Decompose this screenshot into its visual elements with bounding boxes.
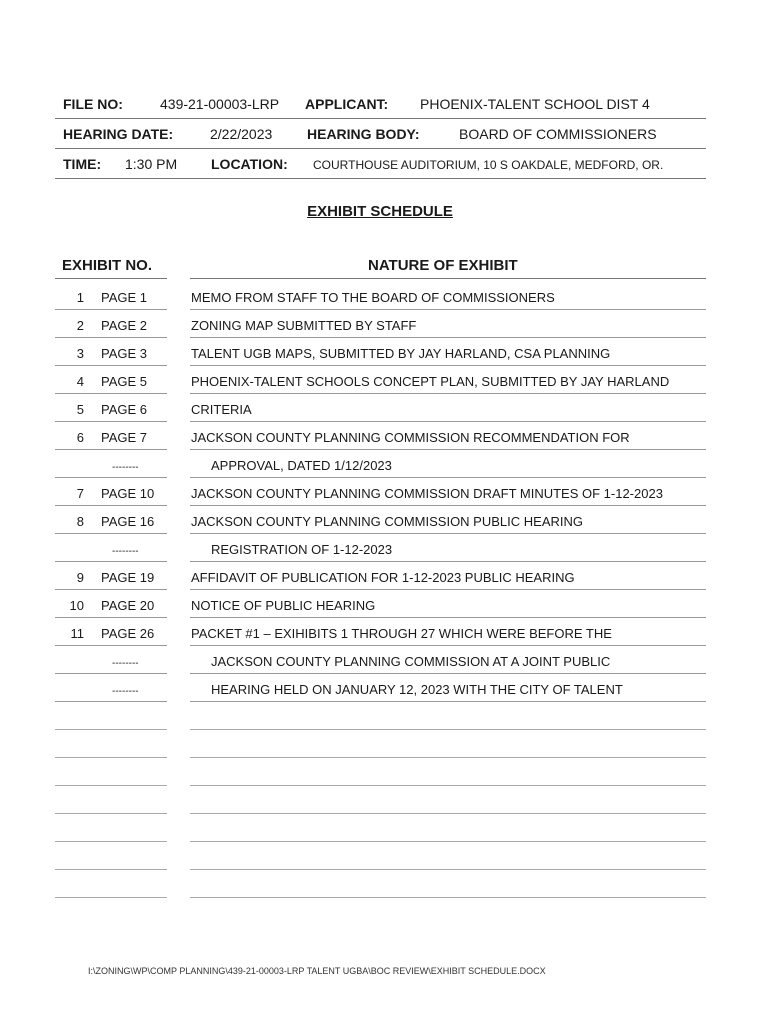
exhibit-page: PAGE 2 — [101, 318, 148, 333]
exhibit-description: APPROVAL, DATED 1/12/2023 — [211, 458, 392, 473]
exhibit-row — [0, 310, 770, 338]
exhibit-row — [0, 450, 770, 478]
location-value: COURTHOUSE AUDITORIUM, 10 S OAKDALE, MEDFORD, OR. — [313, 158, 664, 172]
exhibit-row — [0, 478, 770, 506]
exhibit-number: 5 — [76, 402, 84, 417]
exhibit-description: JACKSON COUNTY PLANNING COMMISSION PUBLIC HEARING — [191, 514, 583, 529]
exhibit-page: PAGE 6 — [101, 402, 148, 417]
exhibit-row — [0, 366, 770, 394]
header-rule-right — [190, 278, 706, 279]
location-label: LOCATION: — [211, 156, 288, 172]
exhibit-description: JACKSON COUNTY PLANNING COMMISSION AT A JOINT PUBLIC — [211, 654, 611, 669]
exhibit-no-header: EXHIBIT NO. — [62, 257, 153, 274]
exhibit-number: 3 — [76, 346, 84, 361]
blank-row — [0, 842, 770, 870]
blank-row — [0, 870, 770, 898]
exhibit-number: 2 — [76, 318, 84, 333]
row-rule-right — [190, 897, 706, 898]
blank-row — [0, 702, 770, 730]
hearing-date-value: 2/22/2023 — [210, 126, 273, 142]
exhibit-row — [0, 646, 770, 674]
header-row-time — [55, 150, 706, 179]
exhibit-row — [0, 282, 770, 310]
exhibit-description: AFFIDAVIT OF PUBLICATION FOR 1-12-2023 PUBLIC HEARING — [191, 570, 575, 585]
exhibit-page: -------- — [112, 658, 139, 669]
exhibit-number: 4 — [76, 374, 84, 389]
exhibit-number: 10 — [69, 598, 84, 613]
row-rule-left — [55, 897, 167, 898]
nature-header: NATURE OF EXHIBIT — [368, 257, 518, 274]
hearing-body-value: BOARD OF COMMISSIONERS — [459, 126, 657, 142]
exhibit-number: 1 — [76, 290, 84, 305]
exhibit-page: -------- — [112, 462, 139, 473]
blank-row — [0, 814, 770, 842]
exhibit-number: 11 — [70, 626, 84, 641]
exhibit-description: PACKET #1 – EXIHIBITS 1 THROUGH 27 WHICH WERE BEFORE THE — [191, 626, 612, 641]
header-rule-left — [55, 278, 167, 279]
exhibit-description: CRITERIA — [191, 402, 252, 417]
exhibit-row — [0, 338, 770, 366]
exhibit-page: PAGE 19 — [101, 570, 155, 585]
exhibit-description: NOTICE OF PUBLIC HEARING — [191, 598, 376, 613]
exhibit-description: REGISTRATION OF 1-12-2023 — [211, 542, 393, 557]
exhibit-page: -------- — [112, 686, 139, 697]
time-value: 1:30 PM — [125, 156, 178, 172]
applicant-label: APPLICANT: — [305, 96, 389, 112]
header-row-hearing — [55, 120, 706, 149]
exhibit-number: 7 — [76, 486, 84, 501]
exhibit-number: 6 — [76, 430, 84, 445]
exhibit-description: ZONING MAP SUBMITTED BY STAFF — [191, 318, 417, 333]
exhibit-page: PAGE 26 — [101, 626, 155, 641]
hearing-date-label: HEARING DATE: — [63, 126, 174, 142]
exhibit-page: PAGE 3 — [101, 346, 148, 361]
exhibit-description: TALENT UGB MAPS, SUBMITTED BY JAY HARLAND, CSA PLANNING — [191, 346, 611, 361]
exhibit-number: 9 — [76, 570, 84, 585]
exhibit-row — [0, 562, 770, 590]
exhibit-row — [0, 534, 770, 562]
exhibit-row — [0, 422, 770, 450]
file-path-footer: I:\ZONING\WP\COMP PLANNING\439-21-00003-LRP TALENT UGBA\BOC REVIEW\EXHIBIT SCHEDULE.DOCX — [88, 966, 546, 976]
exhibit-list — [0, 282, 770, 898]
exhibit-description: JACKSON COUNTY PLANNING COMMISSION DRAFT MINUTES OF 1-12-2023 — [191, 486, 663, 501]
exhibit-row — [0, 590, 770, 618]
hearing-body-label: HEARING BODY: — [307, 126, 420, 142]
exhibit-page: PAGE 10 — [101, 486, 155, 501]
time-label: TIME: — [63, 156, 102, 172]
exhibit-description: HEARING HELD ON JANUARY 12, 2023 WITH THE CITY OF TALENT — [211, 682, 623, 697]
blank-row — [0, 730, 770, 758]
file-no-value: 439-21-00003-LRP — [160, 96, 280, 112]
exhibit-description: PHOENIX-TALENT SCHOOLS CONCEPT PLAN, SUBMITTED BY JAY HARLAND — [191, 374, 670, 389]
exhibit-page: PAGE 1 — [101, 290, 148, 305]
exhibit-page: PAGE 20 — [101, 598, 155, 613]
exhibit-page: -------- — [112, 546, 139, 557]
exhibit-page: PAGE 16 — [101, 514, 155, 529]
exhibit-row — [0, 618, 770, 646]
exhibit-row — [0, 506, 770, 534]
blank-row — [0, 786, 770, 814]
exhibit-number: 8 — [76, 514, 84, 529]
exhibit-page: PAGE 7 — [101, 430, 148, 445]
blank-row — [0, 758, 770, 786]
header-row-file — [55, 90, 706, 119]
exhibit-row — [0, 394, 770, 422]
file-no-label: FILE NO: — [63, 96, 123, 112]
applicant-value: PHOENIX-TALENT SCHOOL DIST 4 — [420, 96, 650, 112]
exhibit-page: PAGE 5 — [101, 374, 148, 389]
exhibit-description: JACKSON COUNTY PLANNING COMMISSION RECOMMENDATION FOR — [191, 430, 630, 445]
exhibit-description: MEMO FROM STAFF TO THE BOARD OF COMMISSIONERS — [191, 290, 555, 305]
exhibit-schedule-title: EXHIBIT SCHEDULE — [307, 203, 453, 220]
exhibit-row — [0, 674, 770, 702]
